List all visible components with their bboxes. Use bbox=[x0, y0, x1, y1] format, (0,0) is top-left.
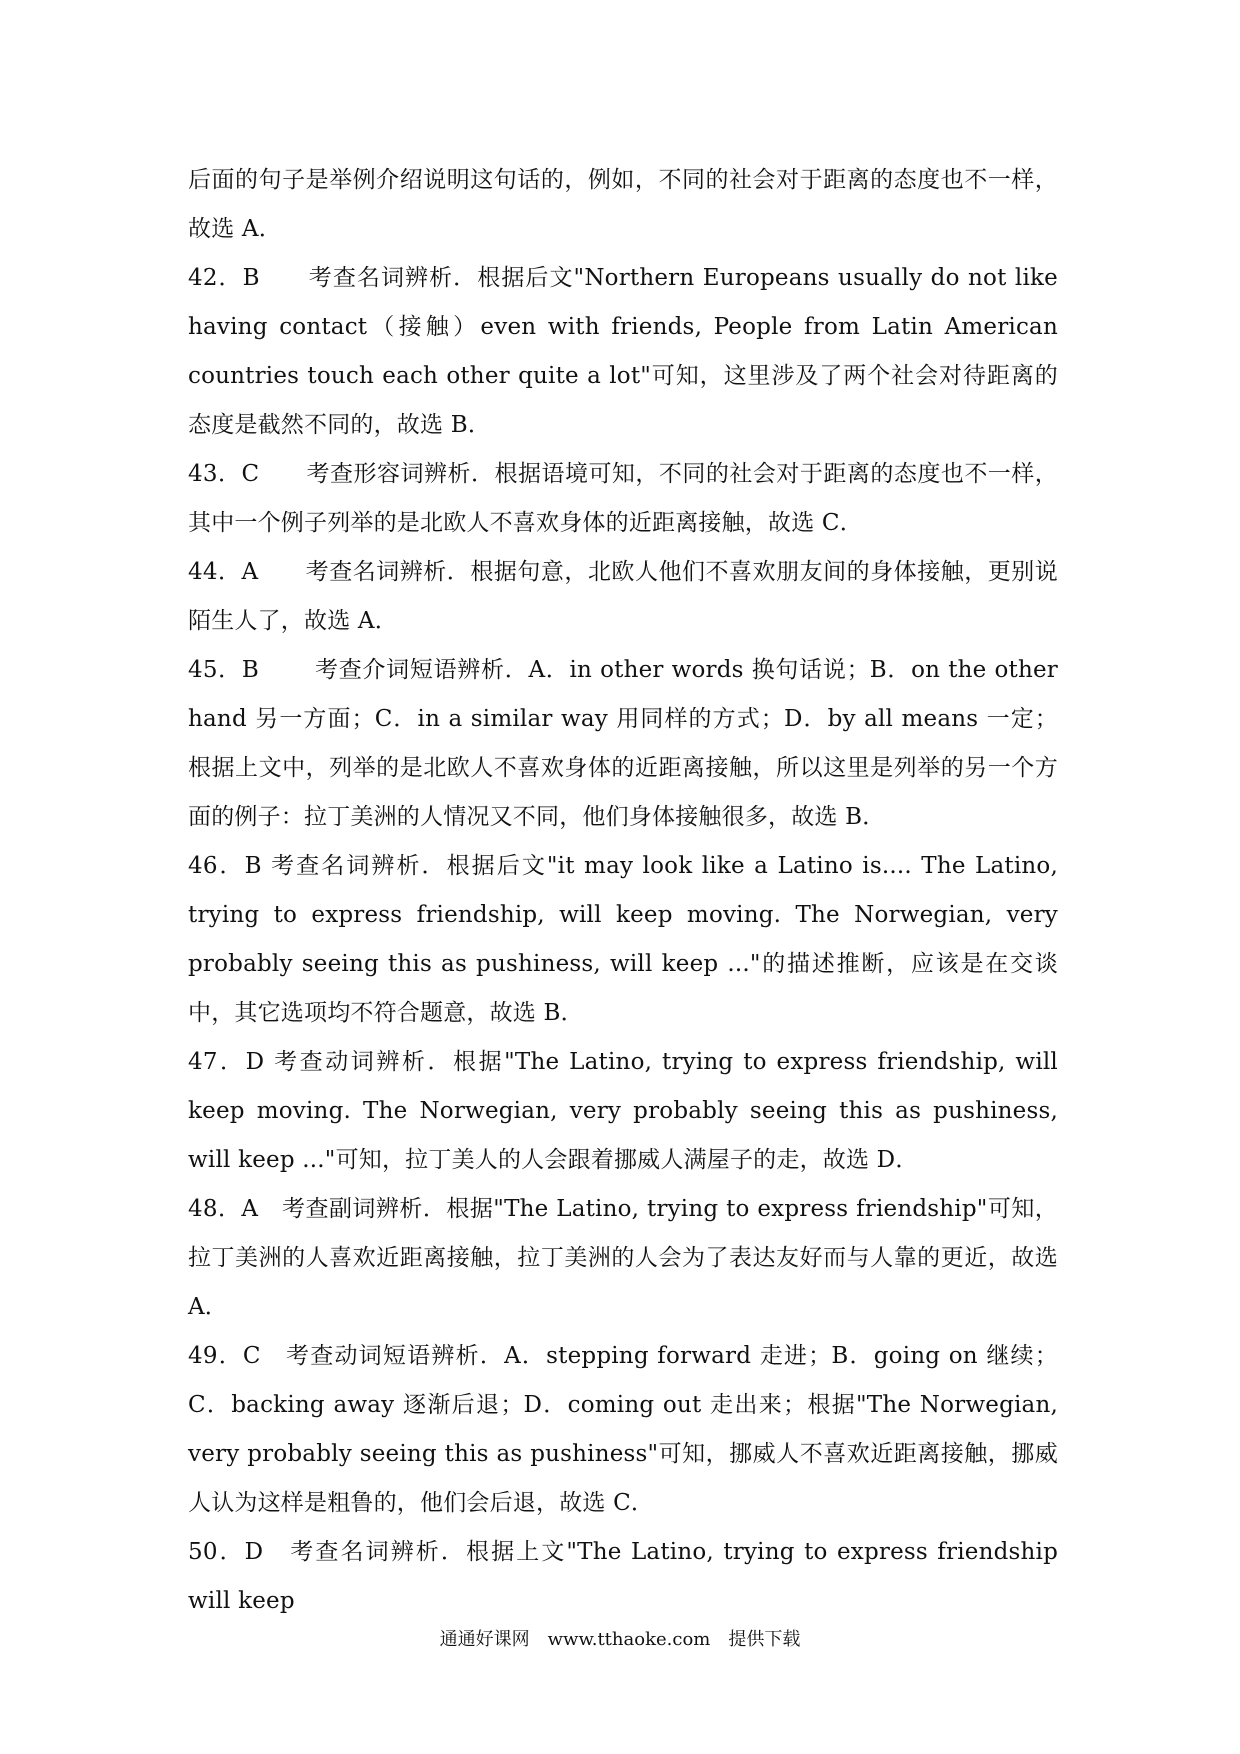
paragraph-49: 49．C 考查动词短语辨析．A．stepping forward 走进；B．going on 继续；C．backing away 逐渐后退；D．coming out 走出来；根据"The Norwegian, very probably seeing this as pushiness"可知，挪威人不喜欢近距离接触，挪威人认为这样是粗鲁的，他们会后退，故选 C． bbox=[188, 1343, 1058, 1516]
paragraph-47: 47．D 考查动词辨析．根据"The Latino, trying to express friendship, will keep moving. The Norwegian, very probably seeing this as pushiness, will keep ..."可知，拉丁美人的人会跟着挪威人满屋子的走，故选 D． bbox=[188, 1049, 1058, 1173]
paragraph-43: 43．C 考查形容词辨析．根据语境可知，不同的社会对于距离的态度也不一样，其中一个例子列举的是北欧人不喜欢身体的近距离接触，故选 C． bbox=[188, 461, 1058, 536]
paragraph-41-continuation: 后面的句子是举例介绍说明这句话的，例如，不同的社会对于距离的态度也不一样，故选 A． bbox=[188, 167, 1058, 242]
paragraph-48: 48．A 考查副词辨析．根据"The Latino, trying to express friendship"可知，拉丁美洲的人喜欢近距离接触，拉丁美洲的人会为了表达友好而与人靠的更近，故选 A． bbox=[188, 1196, 1058, 1320]
paragraph-45: 45．B 考查介词短语辨析．A．in other words 换句话说；B．on the other hand 另一方面；C．in a similar way 用同样的方式；D．by all means 一定；根据上文中，列举的是北欧人不喜欢身体的近距离接触，所以这里是列举的另一个方面的例子：拉丁美洲的人情况又不同，他们身体接触很多，故选 B． bbox=[188, 657, 1058, 830]
paragraph-44: 44．A 考查名词辨析．根据句意，北欧人他们不喜欢朋友间的身体接触，更别说陌生人了，故选 A． bbox=[188, 559, 1058, 634]
page-footer: 通通好课网 www.tthaoke.com 提供下载 bbox=[439, 1629, 801, 1650]
paragraph-50: 50．D 考查名词辨析．根据上文"The Latino, trying to express friendship will keep bbox=[188, 1539, 1058, 1614]
paragraph-42: 42．B 考查名词辨析．根据后文"Northern Europeans usually do not like having contact（接触）even with friends, People from Latin American countries touch each other quite a lot"可知，这里涉及了两个社会对待距离的态度是截然不同的，故选 B． bbox=[188, 265, 1058, 438]
answer-explanations bbox=[188, 156, 1058, 1626]
paragraph-46: 46．B 考查名词辨析．根据后文"it may look like a Latino is.... The Latino, trying to express friendship, will keep moving. The Norwegian, very probably seeing this as pushiness, will keep ..."的描述推断，应该是在交谈中，其它选项均不符合题意，故选 B． bbox=[188, 853, 1058, 1026]
